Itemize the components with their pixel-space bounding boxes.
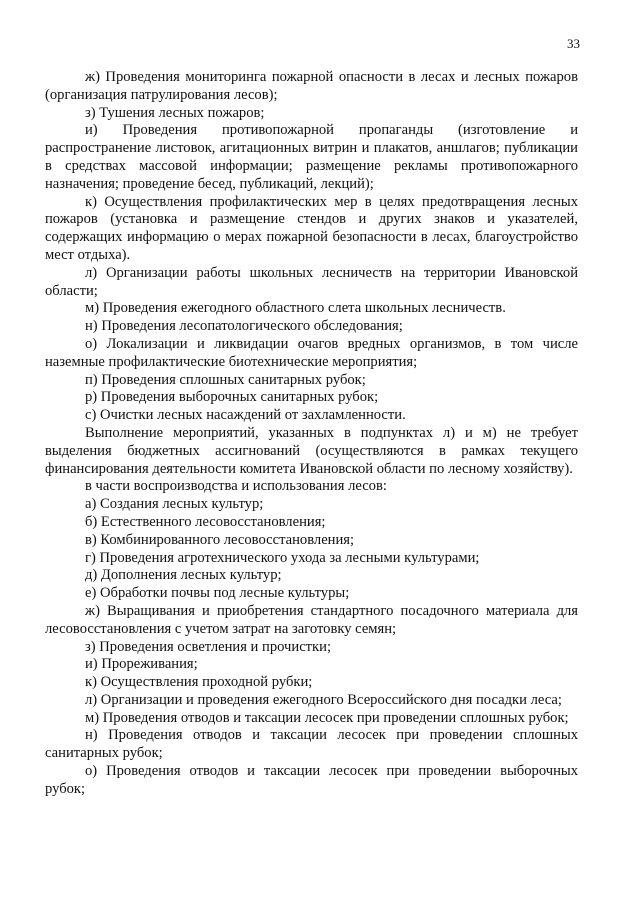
paragraph-passage-felling: к) Осуществления проходной рубки; xyxy=(85,674,313,691)
paragraph-fire-prevention: к) Осуществления профилактических мер в целях предотвращения лесных пожаров (установка и размещение стендов и других знаков и указателей, содержащих информацию о мерах пожарной безопасности в лесах, благоустройство мест отдыха). xyxy=(45,193,578,263)
paragraph-combined-restoration: в) Комбинированного лесовосстановления; xyxy=(85,531,355,548)
paragraph-clarification-cleaning: з) Проведения осветления и прочистки; xyxy=(85,638,331,655)
paragraph-allotment-clear-sanitary: н) Проведения отводов и таксации лесосек при проведении сплошных санитарных рубок; xyxy=(45,727,578,762)
paragraph-fire-propaganda: и) Проведения противопожарной пропаганды (изготовление и распространение листовок, агитационных витрин и плакатов, аншлагов; публикации в средствах массовой информации; размещение рекламы противопожарного назначения; проведение бесед, публикаций, лекций); xyxy=(45,122,578,192)
paragraph-thinning: и) Прореживания; xyxy=(85,656,198,673)
document-body xyxy=(45,69,578,799)
paragraph-debris-clearing: с) Очистки лесных насаждений от захламленности. xyxy=(85,407,406,424)
paragraph-school-rally: м) Проведения ежегодного областного слета школьных лесничеств. xyxy=(85,300,506,317)
paragraph-soil-treatment: е) Обработки почвы под лесные культуры; xyxy=(85,585,350,602)
paragraph-forest-crops: а) Создания лесных культур; xyxy=(85,496,264,513)
paragraph-planting-material: ж) Выращивания и приобретения стандартного посадочного материала для лесовосстановления с учетом затрат на заготовку семян; xyxy=(45,602,578,637)
paragraph-fire-extinguishing: з) Тушения лесных пожаров; xyxy=(85,104,265,121)
paragraph-reproduction-heading: в части воспроизводства и использования лесов: xyxy=(85,478,387,495)
paragraph-natural-restoration: б) Естественного лесовосстановления; xyxy=(85,513,326,530)
paragraph-crop-supplement: д) Дополнения лесных культур; xyxy=(85,567,282,584)
paragraph-forest-pathology: н) Проведения лесопатологического обследования; xyxy=(85,318,403,335)
paragraph-allotment-selective: о) Проведения отводов и таксации лесосек при проведении выборочных рубок; xyxy=(45,763,578,797)
paragraph-pest-localization: о) Локализации и ликвидации очагов вредных организмов, в том числе наземные профилактические биотехнические мероприятия; xyxy=(45,335,578,370)
paragraph-school-forestry: л) Организации работы школьных лесничеств на территории Ивановской области; xyxy=(45,264,578,299)
paragraph-selective-sanitary-felling: р) Проведения выборочных санитарных рубок; xyxy=(85,389,379,406)
paragraph-allotment-clear-felling: м) Проведения отводов и таксации лесосек при проведении сплошных рубок; xyxy=(85,709,569,726)
paragraph-clear-sanitary-felling: п) Проведения сплошных санитарных рубок; xyxy=(85,371,366,388)
paragraph-agrotechnical-care: г) Проведения агротехнического ухода за лесными культурами; xyxy=(85,549,480,566)
paragraph-planting-day: л) Организации и проведения ежегодного Всероссийского дня посадки леса; xyxy=(85,691,562,708)
paragraph-fire-monitoring: ж) Проведения мониторинга пожарной опасности в лесах и лесных пожаров (организация патрулирования лесов); xyxy=(45,69,578,103)
page-number: 33 xyxy=(567,36,580,51)
paragraph-funding-note: Выполнение мероприятий, указанных в подпунктах л) и м) не требует выделения бюджетных ассигнований (осуществляются в рамках текущего финансирования деятельности комитета Ивановской области по лесному хозяйству). xyxy=(45,424,578,477)
